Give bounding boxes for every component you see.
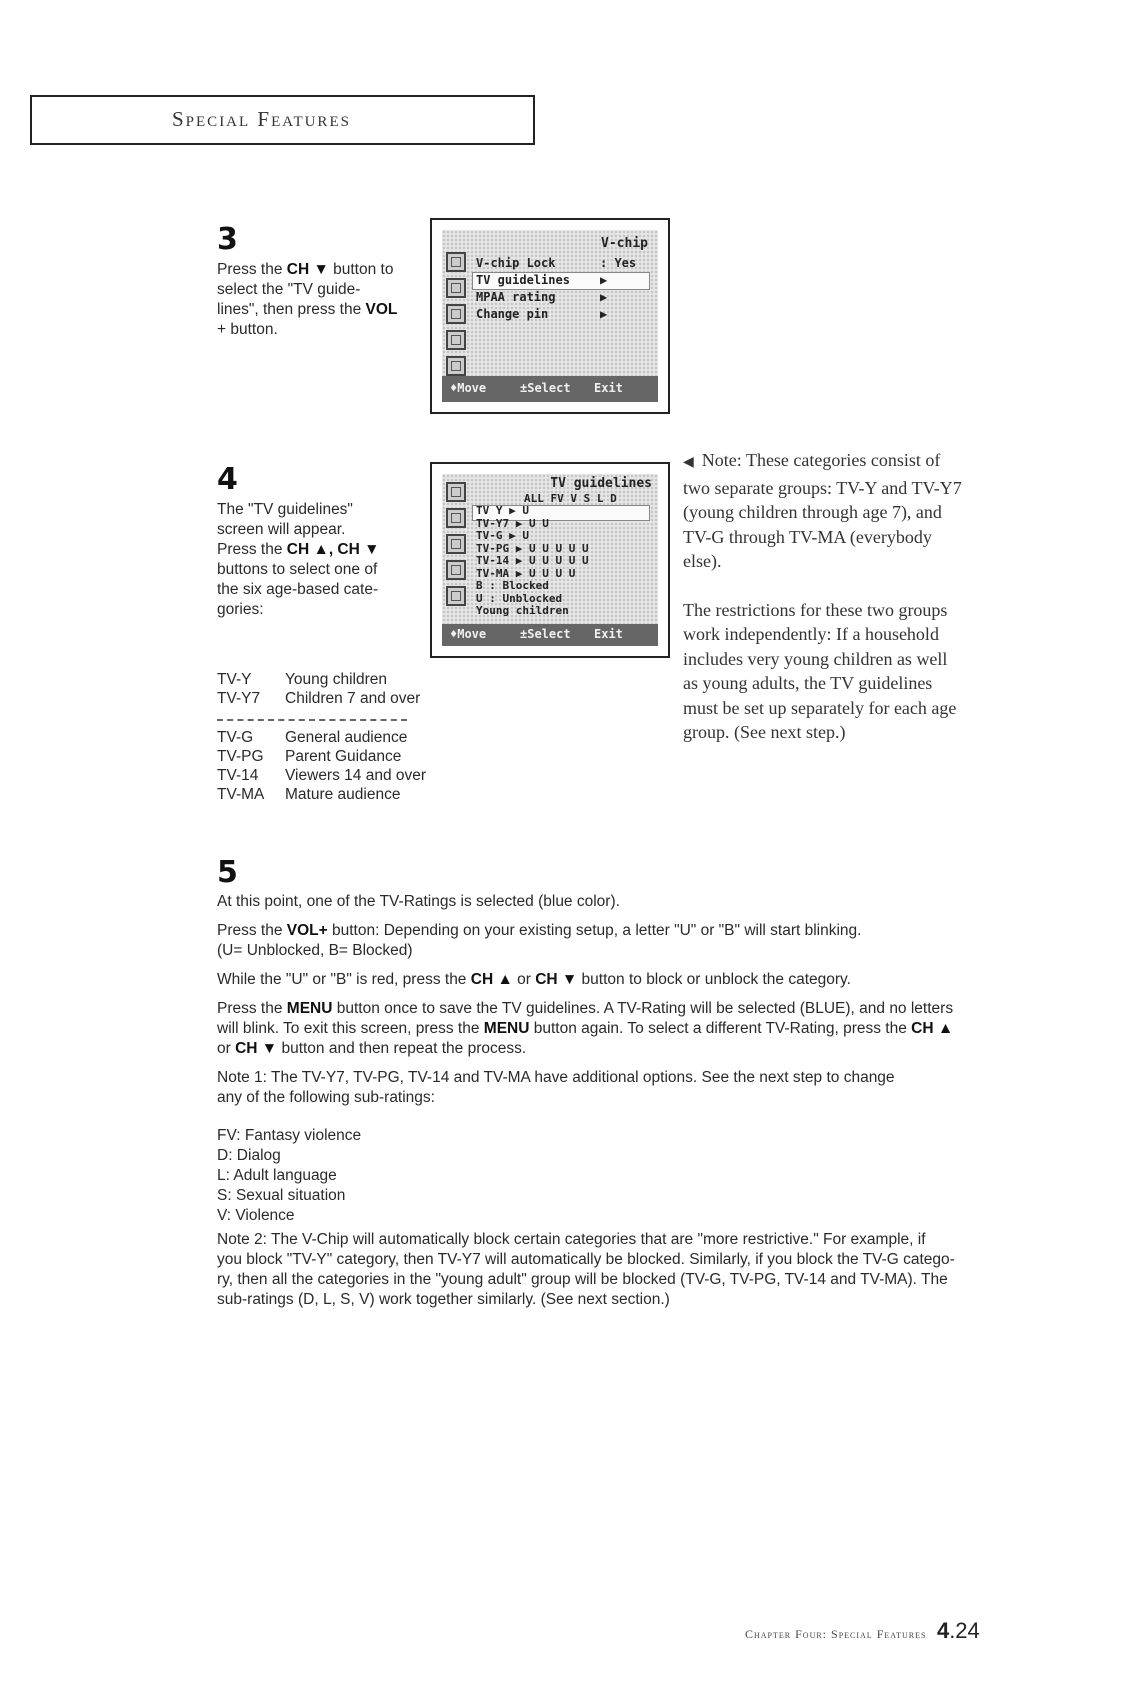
subrating-item: S: Sexual situation [217, 1187, 346, 1204]
menu-sound-icon [446, 508, 466, 528]
screen-footer: ♦Move ±Select Exit [442, 624, 658, 646]
menu-setup-icon [446, 560, 466, 580]
menu-row: Change pin [476, 307, 549, 321]
rating-row: TV-G General audience [217, 729, 408, 746]
step-4-number: 4 [217, 462, 238, 497]
menu-row: V-chip Lock [476, 256, 556, 270]
menu-picture-icon [446, 482, 466, 502]
subrating-item: D: Dialog [217, 1147, 281, 1164]
menu-input-icon [446, 356, 466, 376]
subrating-item: L: Adult language [217, 1167, 337, 1184]
step-5-text: At this point, one of the TV-Ratings is selected (blue color). Press the VOL+ button: Depending on your existing setup, a letter "U" or "B" will start blinking. (U= Unblocked, B= Blocked) While the "U" or "B" is red, press the CH ▲ or CH ▼ button to block or unblock the category. Press the MENU button once to save the TV guidelines. A TV-Rating will be selected (BLUE), and no letters will blink. To exit this screen, press the MENU button again. To select a different TV-Rating, press the CH ▲ or CH ▼ button and then repeat the process. Note 1: The TV-Y7, TV-PG, TV-14 and TV-MA have additional options. See the next step to change any of the following sub-ratings: FV: Fantasy violence D: Dialog L: Adult language S: Sexual situation V: Violence Note 2: The V-Chip will automatically block certain categories that are "more restrictive." For example, if you block "TV-Y" category, then TV-Y7 will automatically be blocked. Similarly, if you block the TV-G catego- ry, then all the categories in the "young adult" group will be blocked (TV-G, TV-PG, TV-14 and TV-MA). The sub-ratings (D, L, S, V) work together similarly. (See next section.) [217, 892, 1017, 1310]
subrating-item: FV: Fantasy violence [217, 1127, 362, 1144]
group-divider [217, 719, 407, 721]
menu-row: MPAA rating [476, 290, 556, 304]
step-4-text: The "TV guidelines" screen will appear. Press the CH ▲, CH ▼ buttons to select one of the six age-based cate- gories: [217, 501, 380, 618]
rating-row: TV-Y7 Children 7 and over [217, 690, 421, 707]
menu-sound-icon [446, 278, 466, 298]
menu-row-value: : Yes [600, 256, 637, 270]
page-number: 4.24 [936, 1618, 980, 1643]
step-3-text: Press the CH ▼ button to select the "TV guide- lines", then press the VOL + button. [217, 261, 398, 338]
screen-title: V-chip [601, 236, 648, 251]
vchip-menu-screen [430, 218, 670, 414]
screen-footer: ♦Move ±Select Exit [442, 376, 658, 402]
menu-channel-icon [446, 534, 466, 554]
column-headers: ALL FV V S L D [524, 492, 617, 505]
rating-list-young [217, 670, 420, 708]
rating-row: TV-14 Viewers 14 and over [217, 767, 427, 784]
step-3-number: 3 [217, 222, 238, 257]
step-5-number: 5 [217, 855, 238, 890]
menu-input-icon [446, 586, 466, 606]
rating-grid: TV Y ▶ U TV-Y7 ▶ U U TV-G ▶ U TV-PG ▶ U U U U U TV-14 ▶ U U U U U TV-MA ▶ U U U U B : Blocked U : Unblocked Young children [476, 504, 589, 617]
section-header [30, 95, 535, 145]
subrating-item: V: Violence [217, 1207, 295, 1224]
menu-row-arrow: ▶ [600, 290, 608, 304]
note-arrow-icon: ◀ [683, 455, 694, 470]
tv-guidelines-screen [430, 462, 670, 658]
rating-row: TV-PG Parent Guidance [217, 748, 402, 765]
screen-title: TV guidelines [550, 476, 652, 491]
menu-picture-icon [446, 252, 466, 272]
rating-list-general [217, 728, 426, 804]
menu-row: TV guidelines [476, 273, 570, 287]
categories-note: ◀ Note: These categories consist of two separate groups: TV-Y and TV-Y7 (young children through age 7), and TV-G through TV-MA (everybody else). The restrictions for these two groups work independently: If a household includes very young children as well as young adults, the TV guidelines must be set up separately for each age group. (See next step.) [683, 450, 962, 742]
section-title: Special Features [172, 107, 351, 131]
menu-row-arrow: ▶ [600, 273, 608, 287]
footer-chapter: Chapter Four: Special Features [745, 1627, 927, 1641]
rating-row: TV-MA Mature audience [217, 786, 401, 803]
menu-channel-icon [446, 304, 466, 324]
menu-row-arrow: ▶ [600, 307, 608, 321]
page-footer [745, 1618, 980, 1644]
rating-row: TV-Y Young children [217, 671, 387, 688]
menu-setup-icon [446, 330, 466, 350]
